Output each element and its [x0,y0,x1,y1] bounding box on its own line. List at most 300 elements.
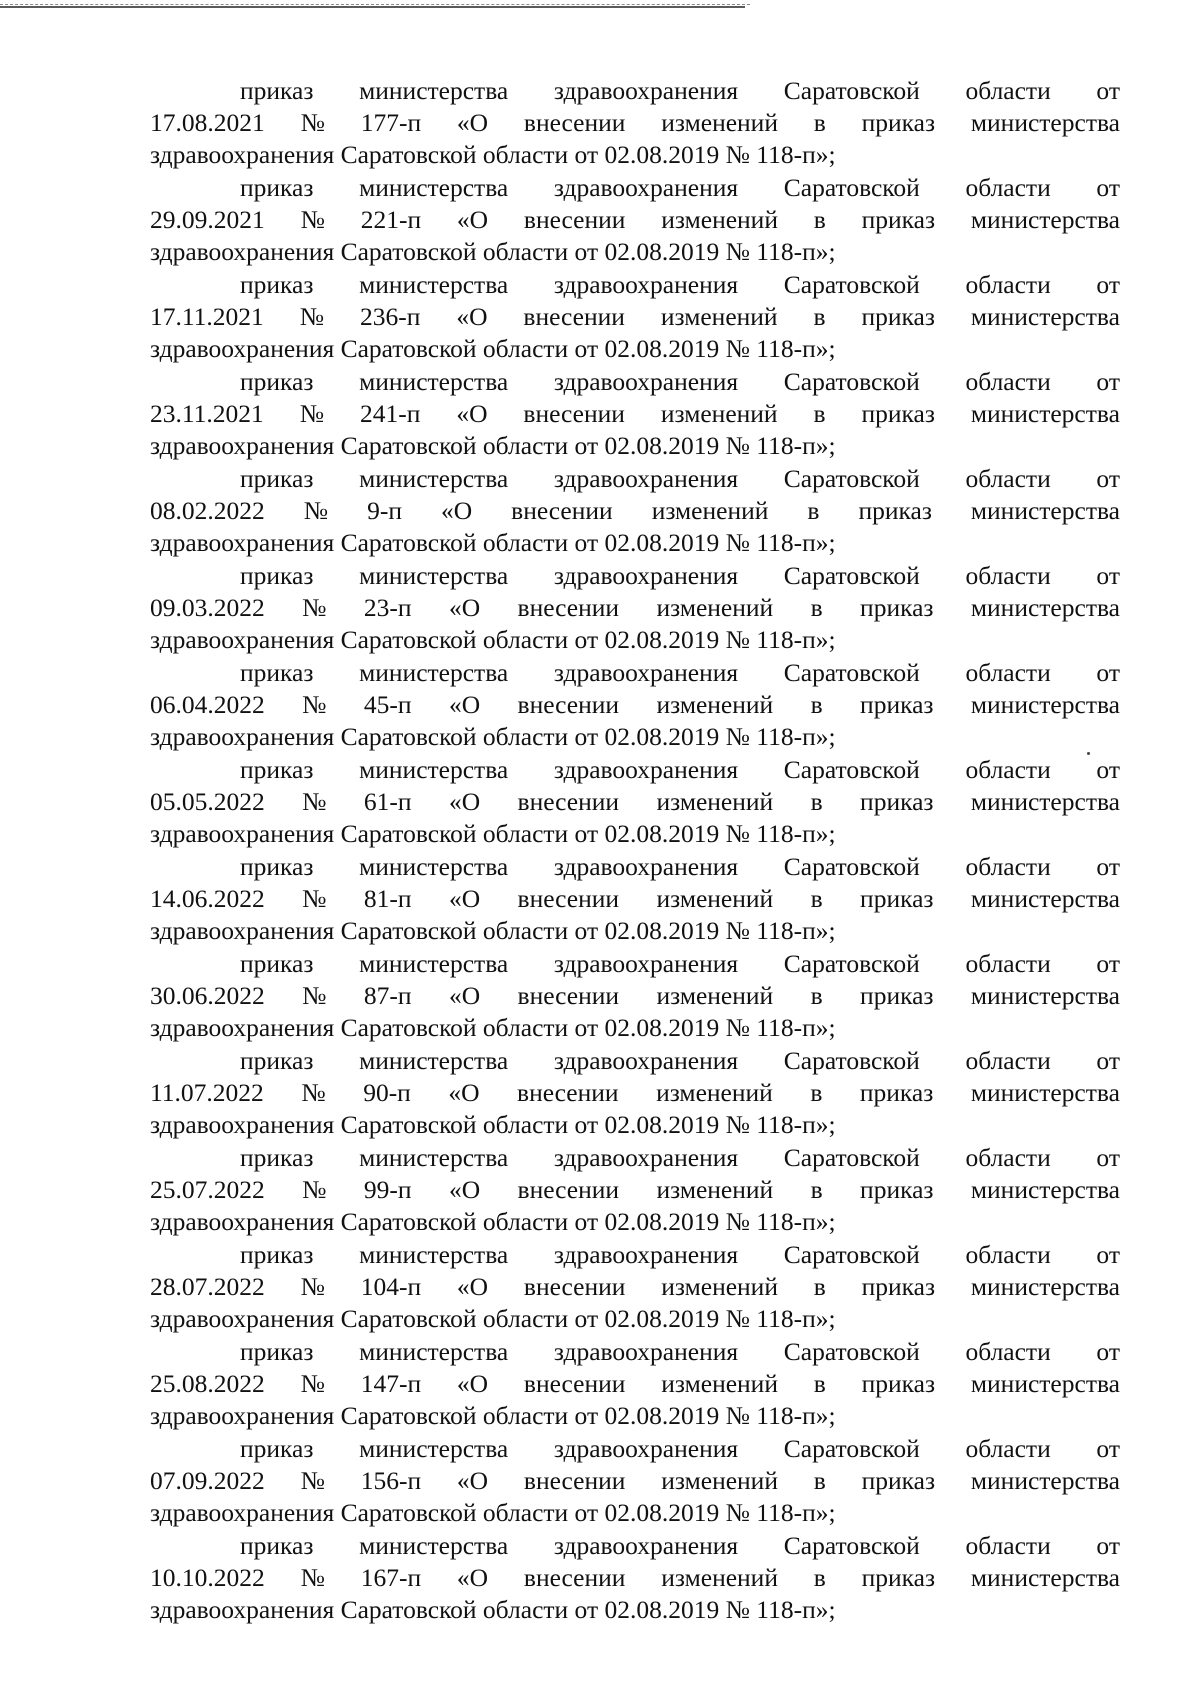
entry-word: «О [448,1078,480,1107]
entry-word: в [810,1078,823,1107]
order-date: 25.07.2022 [150,1175,265,1204]
entry-word: здравоохранения [553,1337,739,1366]
entry-word: здравоохранения [553,852,739,881]
entry-word: «О [456,302,488,331]
entry-word: здравоохранения [553,1531,739,1560]
entry-line-2 [150,689,1120,721]
entry-word: здравоохранения [553,1240,739,1269]
entry-word: министерства [970,981,1120,1010]
entry-word: приказ [240,1434,314,1463]
entry-word: от [1096,949,1120,978]
entry-word: в [813,302,826,331]
entry-line-1 [150,1142,1120,1174]
entry-word: в [813,399,826,428]
entry-line-1 [150,1336,1120,1368]
entry-word: «О [456,1466,489,1495]
entry-word: от [1096,1434,1120,1463]
entry-word: «О [448,884,481,913]
entry-word: приказ [861,1369,936,1398]
order-entry [150,269,1120,366]
entry-word: от [1096,561,1120,590]
entry-line-1 [150,657,1120,689]
entry-word: изменений [651,496,769,525]
entry-word: от [1096,755,1120,784]
entry-word: в [813,1563,826,1592]
entry-word: министерства [359,367,509,396]
entry-word: министерства [359,464,509,493]
entry-word: Саратовской [783,658,920,687]
entry-word: приказ [240,755,314,784]
order-number: 81-п [363,884,412,913]
order-date: 25.08.2022 [150,1369,265,1398]
entry-word: министерства [359,1531,509,1560]
entry-word: Саратовской [783,1434,920,1463]
entry-line-1 [150,560,1120,592]
entry-word: внесении [523,302,625,331]
entry-word: министерства [359,76,509,105]
entry-line-1 [150,948,1120,980]
entry-word: области [965,1434,1051,1463]
entry-line-2 [150,107,1120,139]
top-border-dash [0,4,750,5]
entry-word: приказ [240,270,314,299]
entry-word: здравоохранения [553,1046,739,1075]
entry-word: области [965,76,1051,105]
entry-word: приказ [861,1466,936,1495]
number-sign: № [300,1272,325,1301]
entry-line-3: здравоохранения Саратовской области от 02.08.2019 № 118-п»; [150,1401,836,1430]
order-entry [150,1239,1120,1336]
entry-word: в [810,1175,823,1204]
entry-word: в [813,1369,826,1398]
entry-line-3: здравоохранения Саратовской области от 02.08.2019 № 118-п»; [150,722,836,751]
entry-line-2 [150,495,1120,527]
order-entry [150,657,1120,754]
number-sign: № [302,690,327,719]
entry-line-3: здравоохранения Саратовской области от 02.08.2019 № 118-п»; [150,1304,836,1333]
entry-word: министерства [970,108,1120,137]
number-sign: № [299,399,325,428]
number-sign: № [300,1466,325,1495]
entry-word: области [965,1240,1051,1269]
entry-line-2 [150,1077,1120,1109]
entry-line-2 [150,301,1120,333]
entry-word: в [813,108,826,137]
order-date: 11.07.2022 [150,1078,264,1107]
entry-word: министерства [359,1337,509,1366]
entry-word: здравоохранения [553,949,739,978]
entry-word: приказ [860,884,934,913]
entry-line-1 [150,851,1120,883]
entry-word: области [965,1337,1051,1366]
entry-word: министерства [970,1175,1120,1204]
order-entry [150,366,1120,463]
entry-word: изменений [661,1272,778,1301]
entry-word: Саратовской [783,1337,920,1366]
entry-line-3: здравоохранения Саратовской области от 02.08.2019 № 118-п»; [150,819,836,848]
entry-word: Саратовской [783,464,920,493]
entry-line-1 [150,1045,1120,1077]
entry-word: «О [456,399,488,428]
entry-word: области [965,949,1051,978]
entry-word: в [807,496,820,525]
entry-word: приказ [860,787,934,816]
entry-word: приказ [860,593,934,622]
entry-line-3: здравоохранения Саратовской области от 02.08.2019 № 118-п»; [150,1110,836,1139]
entry-word: министерства [359,949,509,978]
entry-word: приказ [860,690,934,719]
entry-line-3: здравоохранения Саратовской области от 02.08.2019 № 118-п»; [150,1207,836,1236]
entry-word: области [965,658,1051,687]
number-sign: № [300,108,325,137]
entry-word: от [1096,658,1120,687]
entry-line-3: здравоохранения Саратовской области от 02.08.2019 № 118-п»; [150,334,836,363]
entry-word: внесении [523,108,626,137]
entry-word: приказ [860,981,934,1010]
entry-word: изменений [656,787,774,816]
entry-word: министерства [970,496,1120,525]
entry-line-1 [150,1239,1120,1271]
entry-line-3: здравоохранения Саратовской области от 02.08.2019 № 118-п»; [150,140,836,169]
entry-word: области [965,270,1051,299]
entry-line-2 [150,204,1120,236]
entry-word: Саратовской [783,1240,920,1269]
entry-word: приказ [861,399,935,428]
entry-word: министерства [970,205,1120,234]
entry-word: приказ [240,367,314,396]
entry-word: изменений [661,108,778,137]
number-sign: № [300,1369,325,1398]
entry-word: внесении [517,981,620,1010]
entry-line-2 [150,1465,1120,1497]
entry-line-3: здравоохранения Саратовской области от 02.08.2019 № 118-п»; [150,237,836,266]
entry-word: внесении [523,1466,626,1495]
entry-line-1 [150,463,1120,495]
entry-word: приказ [240,561,314,590]
entry-word: приказ [858,496,932,525]
entry-line-1 [150,172,1120,204]
entry-line-1 [150,75,1120,107]
order-entry [150,75,1120,172]
entry-line-2 [150,1368,1120,1400]
entry-line-2 [150,883,1120,915]
entry-word: здравоохранения [553,561,739,590]
entry-word: министерства [970,1563,1120,1592]
entry-word: «О [456,205,489,234]
entry-word: министерства [970,302,1120,331]
order-date: 08.02.2022 [150,496,265,525]
entry-word: министерства [359,561,509,590]
entry-word: министерства [359,1143,509,1172]
entry-word: внесении [523,399,625,428]
entry-word: «О [456,1369,489,1398]
order-number: 45-п [363,690,412,719]
entry-word: внесении [517,1078,619,1107]
order-entry [150,463,1120,560]
entry-line-2 [150,592,1120,624]
entry-word: «О [440,496,473,525]
entry-word: от [1096,173,1120,202]
entry-word: Саратовской [783,270,920,299]
entry-word: министерства [359,658,509,687]
order-entry [150,1336,1120,1433]
order-number: 87-п [363,981,412,1010]
number-sign: № [300,1563,325,1592]
entry-word: здравоохранения [553,1143,739,1172]
order-number: 221-п [360,205,422,234]
number-sign: № [302,593,327,622]
entry-word: изменений [656,981,774,1010]
entry-word: изменений [656,593,774,622]
order-number: 177-п [360,108,422,137]
entry-word: министерства [970,1369,1120,1398]
entry-word: области [965,755,1051,784]
entry-word: здравоохранения [553,1434,739,1463]
entry-line-2 [150,786,1120,818]
entry-word: министерства [359,852,509,881]
order-date: 05.05.2022 [150,787,265,816]
order-number: 147-п [360,1369,422,1398]
order-number: 156-п [360,1466,422,1495]
order-entry [150,1142,1120,1239]
entry-line-3: здравоохранения Саратовской области от 02.08.2019 № 118-п»; [150,916,836,945]
order-date: 28.07.2022 [150,1272,265,1301]
order-entry [150,560,1120,657]
number-sign: № [302,981,327,1010]
entry-word: от [1096,1531,1120,1560]
entry-word: Саратовской [783,755,920,784]
entry-word: министерства [359,270,509,299]
entry-word: министерства [970,787,1120,816]
entry-line-1 [150,1433,1120,1465]
order-date: 06.04.2022 [150,690,265,719]
top-border-line [0,6,745,8]
entry-word: Саратовской [783,1531,920,1560]
entry-word: приказ [240,1046,314,1075]
entry-word: от [1096,464,1120,493]
entry-line-2 [150,1174,1120,1206]
entry-word: Саратовской [783,76,920,105]
order-number: 167-п [360,1563,422,1592]
order-entry [150,172,1120,269]
order-number: 9-п [367,496,402,525]
entry-word: приказ [861,302,935,331]
entry-line-1 [150,269,1120,301]
entry-word: здравоохранения [553,367,739,396]
entry-word: Саратовской [783,852,920,881]
entry-word: министерства [970,399,1120,428]
order-number: 236-п [360,302,421,331]
entry-word: области [965,1046,1051,1075]
entry-word: области [965,367,1051,396]
entry-line-3: здравоохранения Саратовской области от 02.08.2019 № 118-п»; [150,625,836,654]
entry-word: «О [456,108,489,137]
entry-word: внесении [523,1369,626,1398]
order-entry [150,754,1120,851]
entry-line-1 [150,754,1120,786]
number-sign: № [302,787,327,816]
entry-word: министерства [359,1240,509,1269]
entry-word: приказ [861,1272,936,1301]
entry-word: области [965,561,1051,590]
entry-word: изменений [660,399,778,428]
entry-word: министерства [970,593,1120,622]
order-entry [150,1433,1120,1530]
entry-word: Саратовской [783,949,920,978]
entry-word: Саратовской [783,1046,920,1075]
entry-word: приказ [861,1563,936,1592]
entry-line-3: здравоохранения Саратовской области от 02.08.2019 № 118-п»; [150,1595,836,1624]
order-date: 07.09.2022 [150,1466,265,1495]
entry-word: внесении [511,496,613,525]
entry-word: в [813,1272,826,1301]
entry-word: Саратовской [783,561,920,590]
entry-word: министерства [359,1434,509,1463]
entry-word: Саратовской [783,173,920,202]
entry-word: внесении [523,1563,626,1592]
entry-word: здравоохранения [553,173,739,202]
entry-word: изменений [656,884,774,913]
entry-line-1 [150,366,1120,398]
entry-word: в [813,205,826,234]
entry-word: «О [448,981,481,1010]
entry-word: области [965,852,1051,881]
entry-word: «О [448,690,481,719]
entry-word: от [1096,1240,1120,1269]
entry-word: в [810,593,823,622]
entry-line-3: здравоохранения Саратовской области от 02.08.2019 № 118-п»; [150,431,836,460]
entry-word: здравоохранения [553,658,739,687]
entry-word: «О [448,787,481,816]
order-number: 241-п [360,399,421,428]
number-sign: № [303,496,329,525]
entry-line-2 [150,1562,1120,1594]
entry-word: «О [448,1175,481,1204]
entry-word: в [813,1466,826,1495]
entry-word: от [1096,76,1120,105]
entry-word: области [965,464,1051,493]
entry-word: здравоохранения [553,270,739,299]
entry-word: здравоохранения [553,76,739,105]
entry-word: здравоохранения [553,755,739,784]
entry-word: министерства [970,690,1120,719]
entry-word: в [810,690,823,719]
entry-word: приказ [240,1337,314,1366]
order-number: 104-п [360,1272,422,1301]
order-date: 23.11.2021 [150,399,264,428]
entry-word: министерства [970,884,1120,913]
entry-word: от [1096,1143,1120,1172]
entry-word: внесении [517,593,620,622]
entry-line-3: здравоохранения Саратовской области от 02.08.2019 № 118-п»; [150,528,836,557]
entry-word: приказ [859,1078,934,1107]
entry-word: внесении [517,690,620,719]
entry-word: приказ [240,173,314,202]
entry-word: области [965,1143,1051,1172]
entry-line-3: здравоохранения Саратовской области от 02.08.2019 № 118-п»; [150,1498,836,1527]
entry-line-3: здравоохранения Саратовской области от 02.08.2019 № 118-п»; [150,1013,836,1042]
entry-word: изменений [660,302,778,331]
entry-word: изменений [661,1369,778,1398]
entry-word: от [1096,367,1120,396]
order-list [150,75,1120,1627]
entry-word: здравоохранения [553,464,739,493]
entry-word: в [810,787,823,816]
number-sign: № [302,884,327,913]
entry-word: изменений [656,1078,773,1107]
entry-word: изменений [656,1175,774,1204]
entry-line-2 [150,980,1120,1012]
order-date: 17.08.2021 [150,108,265,137]
entry-word: приказ [240,464,314,493]
entry-word: от [1096,1046,1120,1075]
entry-word: изменений [661,205,778,234]
entry-word: Саратовской [783,367,920,396]
order-date: 10.10.2022 [150,1563,265,1592]
entry-word: министерства [359,173,509,202]
order-number: 61-п [363,787,412,816]
entry-word: приказ [861,205,936,234]
entry-word: внесении [523,1272,626,1301]
entry-word: в [810,981,823,1010]
number-sign: № [299,302,325,331]
order-entry [150,1045,1120,1142]
entry-word: приказ [240,1143,314,1172]
entry-word: внесении [523,205,626,234]
entry-word: от [1096,1337,1120,1366]
entry-word: приказ [240,852,314,881]
entry-word: от [1096,270,1120,299]
order-date: 09.03.2022 [150,593,265,622]
entry-line-2 [150,398,1120,430]
order-entry [150,948,1120,1045]
order-number: 23-п [363,593,412,622]
entry-word: министерства [970,1466,1120,1495]
entry-word: министерства [359,755,509,784]
entry-word: приказ [240,949,314,978]
order-number: 99-п [363,1175,412,1204]
entry-word: изменений [661,1466,778,1495]
entry-word: «О [456,1563,489,1592]
entry-word: приказ [860,1175,934,1204]
entry-word: внесении [517,884,620,913]
order-number: 90-п [363,1078,411,1107]
order-entry [150,851,1120,948]
order-date: 14.06.2022 [150,884,265,913]
order-date: 17.11.2021 [150,302,264,331]
entry-word: от [1096,852,1120,881]
order-entry [150,1530,1120,1627]
entry-word: министерства [970,1272,1120,1301]
entry-word: «О [448,593,481,622]
entry-line-2 [150,1271,1120,1303]
entry-line-1 [150,1530,1120,1562]
entry-word: приказ [240,1531,314,1560]
entry-word: Саратовской [783,1143,920,1172]
entry-word: приказ [861,108,936,137]
entry-word: изменений [656,690,774,719]
entry-word: изменений [661,1563,778,1592]
entry-word: министерства [359,1046,509,1075]
entry-word: внесении [517,787,620,816]
number-sign: № [300,205,325,234]
order-date: 29.09.2021 [150,205,265,234]
entry-word: «О [456,1272,489,1301]
entry-word: приказ [240,658,314,687]
entry-word: области [965,173,1051,202]
number-sign: № [301,1078,326,1107]
entry-word: приказ [240,1240,314,1269]
